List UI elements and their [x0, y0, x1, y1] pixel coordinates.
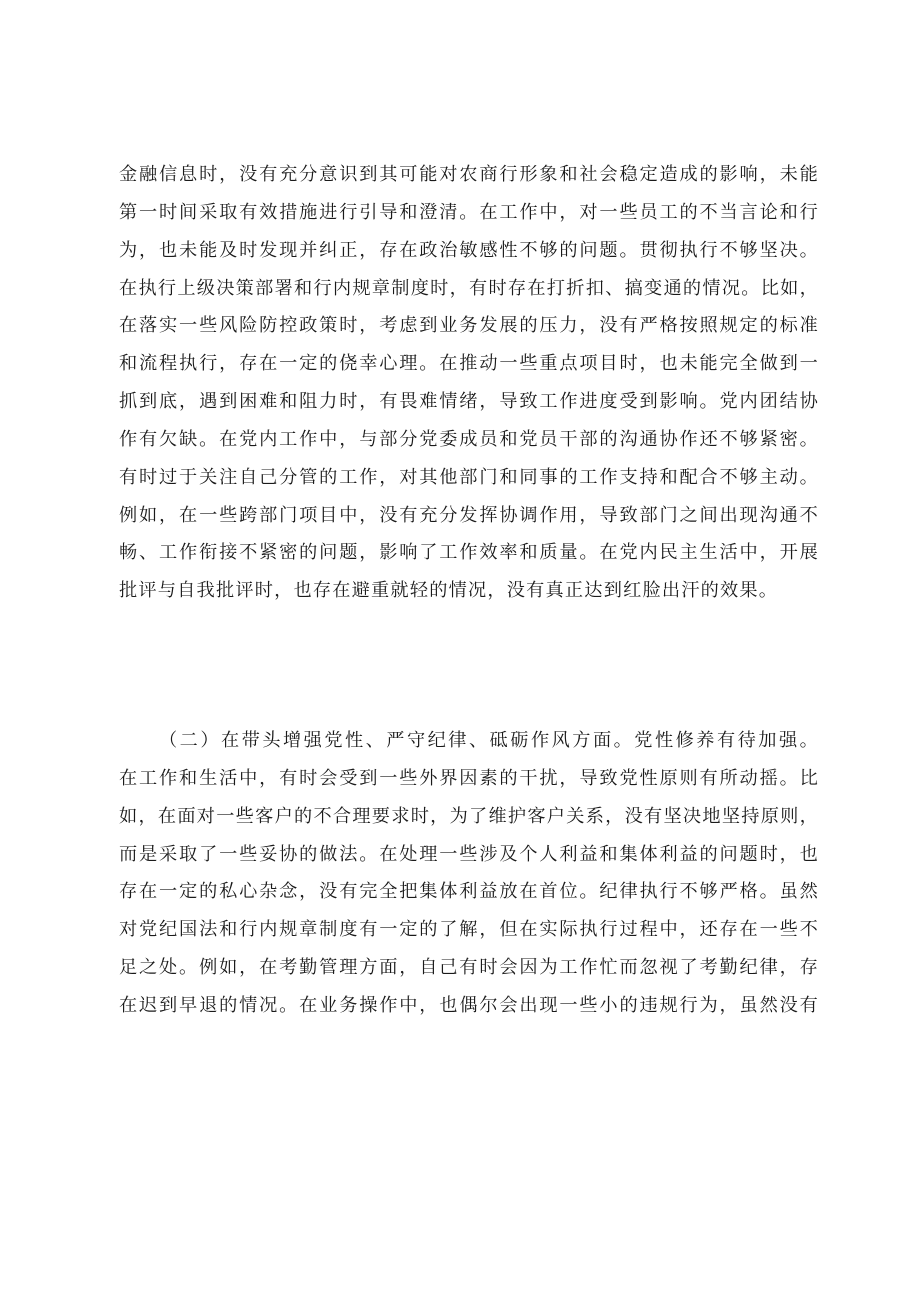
paragraph-line: 足之处。例如，在考勤管理方面，自己有时会因为工作忙而忽视了考勤纪律，存	[119, 957, 819, 979]
paragraph-line: 金融信息时，没有充分意识到其可能对农商行形象和社会稳定造成的影响，未能	[119, 164, 819, 185]
paragraph-line: 批评与自我批评时，也存在避重就轻的情况，没有真正达到红脸出汗的效果。	[119, 580, 779, 602]
paragraph-line: 在迟到早退的情况。在业务操作中，也偶尔会出现一些小的违规行为，虽然没有	[119, 994, 819, 1016]
paragraph-line: 抓到底，遇到困难和阻力时，有畏难情绪，导致工作进度受到影响。党内团结协	[119, 391, 819, 413]
paragraph-line: 对党纪国法和行内规章制度有一定的了解，但在实际执行过程中，还存在一些不	[119, 919, 819, 941]
paragraph-line: 有时过于关注自己分管的工作，对其他部门和同事的工作支持和配合不够主动。	[119, 466, 819, 488]
paragraph-line: 和流程执行，存在一定的侥幸心理。在推动一些重点项目时，也未能完全做到一	[119, 353, 819, 375]
paragraph-line: 为，也未能及时发现并纠正，存在政治敏感性不够的问题。贯彻执行不够坚决。	[119, 239, 819, 261]
paragraph-line: 如，在面对一些客户的不合理要求时，为了维护客户关系，没有坚决地坚持原则，	[119, 805, 819, 827]
paragraph-line: 畅、工作衔接不紧密的问题，影响了工作效率和质量。在党内民主生活中，开展	[119, 542, 819, 564]
paragraph-line: 作有欠缺。在党内工作中，与部分党委成员和党员干部的沟通协作还不够紧密。	[119, 428, 819, 450]
paragraph-line: 在工作和生活中，有时会受到一些外界因素的干扰，导致党性原则有所动摇。比	[119, 767, 819, 789]
paragraph-line: 存在一定的私心杂念，没有完全把集体利益放在首位。纪律执行不够严格。虽然	[119, 881, 819, 903]
paragraph-line: 第一时间采取有效措施进行引导和澄清。在工作中，对一些员工的不当言论和行	[119, 201, 819, 223]
paragraph-2	[119, 722, 819, 1025]
section-heading-line: （二）在带头增强党性、严守纪律、砥砺作风方面。党性修养有待加强。	[159, 730, 819, 751]
paragraph-line: 在落实一些风险防控政策时，考虑到业务发展的压力，没有严格按照规定的标准	[119, 315, 819, 337]
paragraph-1	[119, 156, 819, 610]
paragraph-line: 例如，在一些跨部门项目中，没有充分发挥协调作用，导致部门之间出现沟通不	[119, 504, 819, 526]
paragraph-line: 而是采取了一些妥协的做法。在处理一些涉及个人利益和集体利益的问题时，也	[119, 843, 819, 865]
paragraph-line: 在执行上级决策部署和行内规章制度时，有时存在打折扣、搞变通的情况。比如，	[119, 277, 819, 299]
